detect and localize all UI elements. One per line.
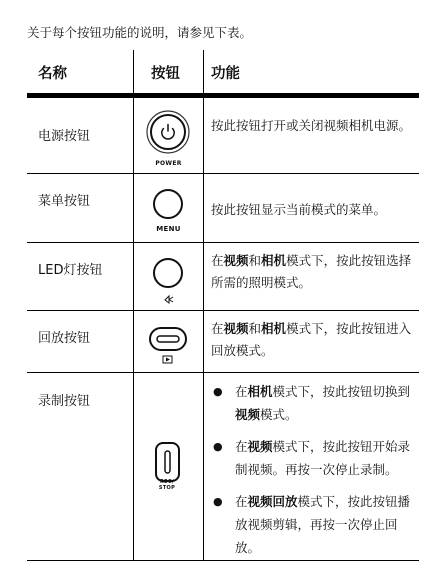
table-header bbox=[27, 50, 419, 98]
row-name: LED灯按钮 bbox=[38, 263, 103, 278]
table-row bbox=[27, 173, 419, 243]
table-row bbox=[27, 372, 419, 561]
led-light-icon bbox=[165, 296, 173, 303]
row-name: 录制按钮 bbox=[38, 394, 91, 409]
power-button-cell bbox=[135, 98, 202, 173]
menu-button-cell bbox=[135, 173, 202, 242]
row-description: 在视频和相机模式下，按此按钮选择所需的照明模式。 bbox=[211, 253, 412, 290]
bullet-list bbox=[213, 380, 419, 559]
header-button: 按钮 bbox=[151, 66, 180, 82]
playback-button-icon bbox=[135, 310, 202, 372]
table-row bbox=[27, 242, 419, 311]
list-item: ● 在相机模式下，按此按钮切换到视频模式。 bbox=[213, 380, 419, 426]
list-item: ● 在视频模式下，按此按钮开始录制视频。再按一次停止录制。 bbox=[213, 435, 419, 481]
table-row bbox=[27, 310, 419, 373]
header-name: 名称 bbox=[38, 66, 67, 82]
record-button-cell bbox=[135, 372, 202, 560]
table-row bbox=[27, 98, 419, 174]
row-name: 菜单按钮 bbox=[38, 194, 91, 209]
row-description: 按此按钮显示当前模式的菜单。 bbox=[211, 202, 387, 217]
list-item: ● 在视频回放模式下，按此按钮播放视频剪辑，再按一次停止回放。 bbox=[213, 490, 419, 559]
record-button-icon bbox=[135, 372, 202, 560]
row-name: 回放按钮 bbox=[38, 331, 91, 346]
intro-text: 关于每个按钮功能的说明，请参见下表。 bbox=[27, 25, 253, 40]
row-description: 按此按钮打开或关闭视频相机电源。 bbox=[211, 118, 412, 133]
rec-stop-caption: REC/ STOP bbox=[158, 479, 176, 491]
button-function-table bbox=[27, 50, 419, 555]
led-button-icon bbox=[135, 242, 202, 310]
playback-button-cell bbox=[135, 310, 202, 372]
led-button-cell bbox=[135, 242, 202, 310]
row-description: 在视频和相机模式下，按此按钮进入回放模式。 bbox=[211, 321, 412, 358]
menu-caption: MENU bbox=[156, 225, 181, 233]
power-caption: POWER bbox=[155, 160, 182, 167]
header-function: 功能 bbox=[211, 66, 240, 82]
row-name: 电源按钮 bbox=[38, 129, 91, 144]
row-description bbox=[213, 380, 419, 568]
